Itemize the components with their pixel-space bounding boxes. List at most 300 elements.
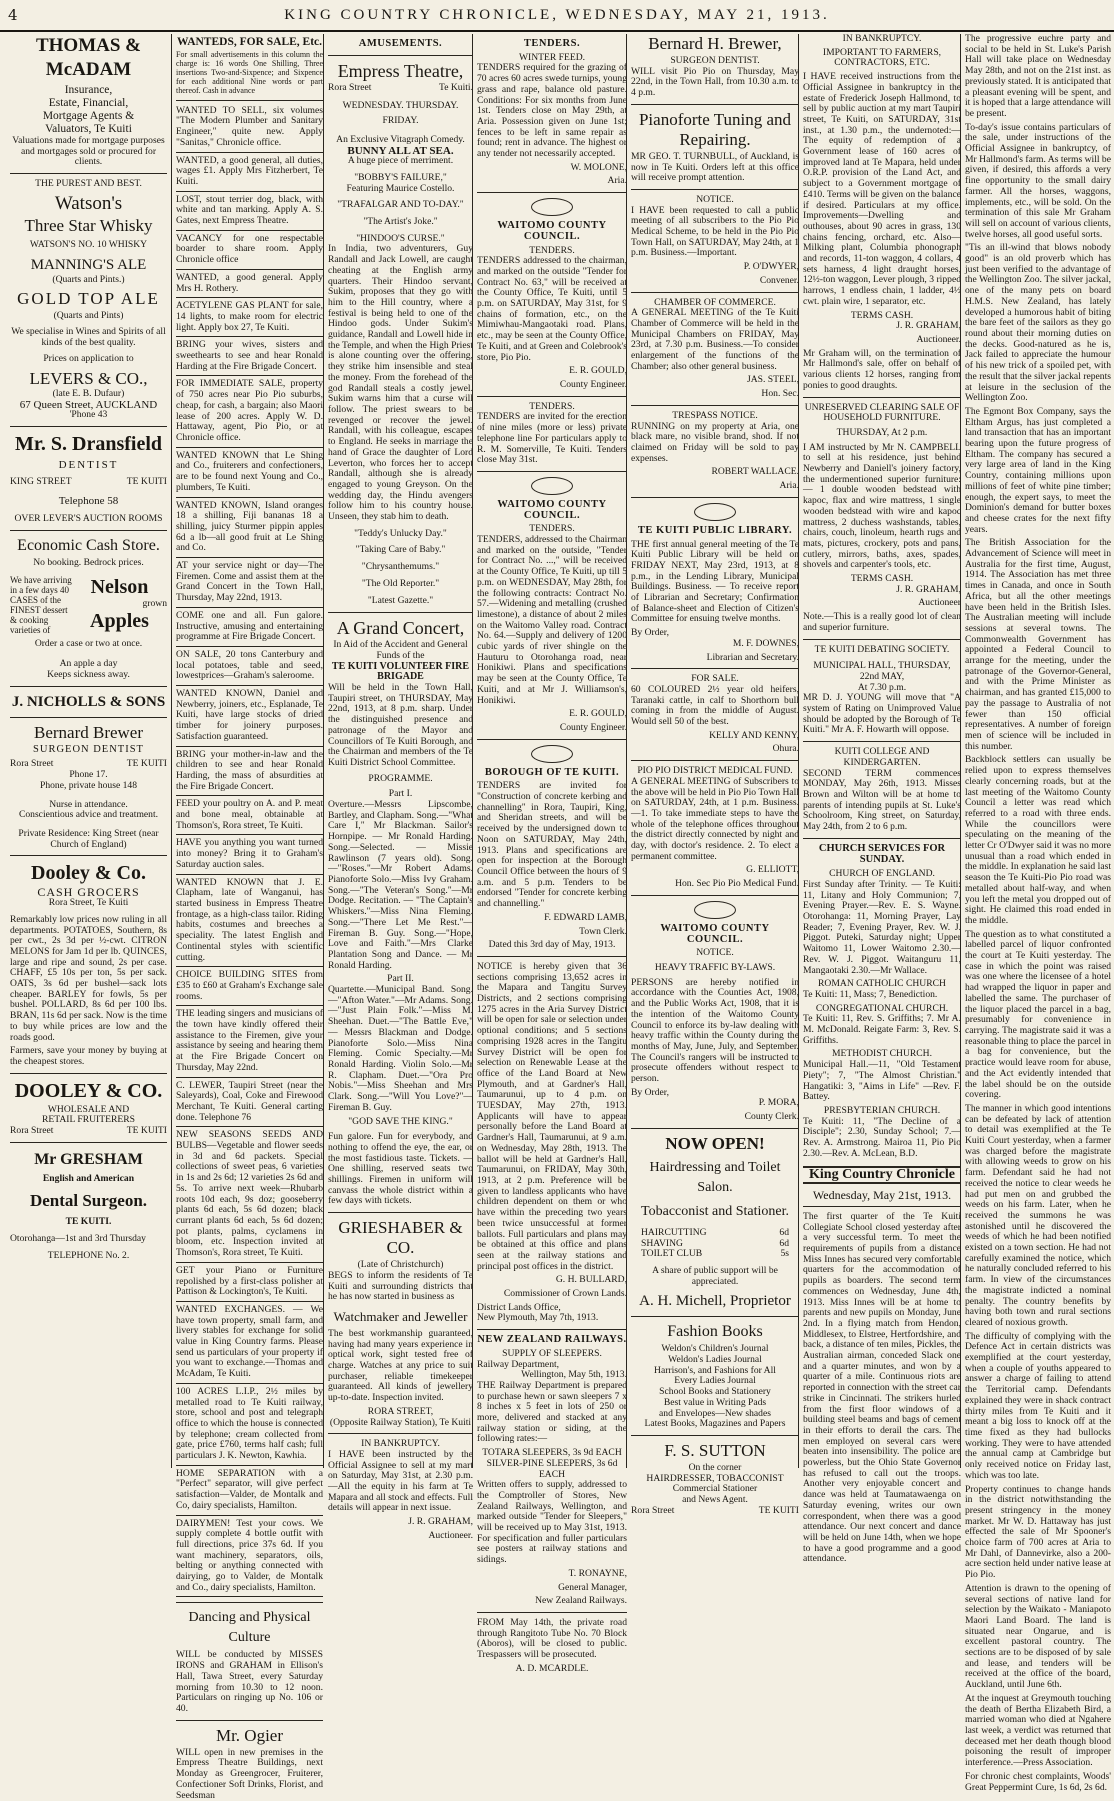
price-value: 5s xyxy=(780,1248,789,1260)
street-label: KING STREET xyxy=(10,475,72,487)
mora-sig: P. MORA, xyxy=(758,1097,799,1109)
over-levers: OVER LEVER'S AUCTION ROOMS xyxy=(14,513,163,525)
roman-catholic: ROMAN CATHOLIC CHURCH xyxy=(818,978,946,990)
fashion-item: Latest Books, Magazines and Papers xyxy=(644,1418,786,1430)
wallace-sig: ROBERT WALLACE. xyxy=(711,466,799,478)
price-row xyxy=(641,1249,789,1260)
thursday-2pm: THURSDAY, At 2 p.m. xyxy=(836,426,928,438)
aria-2: Aria. xyxy=(779,480,799,492)
library-text: THE first annual general meeting of the Te Kuiti Public Library will be held on FRIDAY NEXT, May 23rd, 1913, at 8 p.m., in the Lending Library, Municipal Buildings. Business. — To receive report of Librarian and Secretary; Confirmation of Balance-sheet and Election of Citizen's Committee for ensuing twelve months. xyxy=(631,538,799,625)
classified-ad: WANTED KNOWN, Daniel and Newberry, joiners, etc., Esplanade, Te Kuiti, have large stocks of dried timber for joinery purposes. Satisfaction guaranteed. xyxy=(176,688,323,742)
auctioneer-3: Auctioneer xyxy=(918,597,961,609)
town-label: TE KUITI xyxy=(758,1504,799,1516)
chamber-commerce: CHAMBER OF COMMERCE. xyxy=(654,296,776,308)
telephone-2: TELEPHONE No. 2. xyxy=(47,1249,130,1261)
fire-brigade: TE KUITI VOLUNTEER FIRE BRIGADE xyxy=(331,660,470,683)
by-order: By Order, xyxy=(631,627,669,639)
column-5 xyxy=(626,34,799,1516)
levers-phone: 'Phone 43 xyxy=(69,409,108,421)
classified-ad: LOST, stout terrier dog, black, with white and tan marking. Apply A. S. Gates, next Empress Theatre. xyxy=(176,193,323,227)
ohura: Ohura. xyxy=(772,743,799,755)
church-services: CHURCH SERVICES FOR SUNDAY. xyxy=(818,842,946,865)
nelson-apples-ad xyxy=(10,575,167,635)
methodist: METHODIST CHURCH. xyxy=(831,1048,933,1060)
classified-ad: HOME SEPARATION with a "Perfect" separator, will give perfect satisfaction—Valder, de Montalk and Co, dairy specialists, Hamilton. xyxy=(176,1467,323,1511)
news-hallmond: To-day's issue contains particulars of the sale, under instructions of the Official Assignee in bankruptcy, of Mr Hallmond's farm. As terms will be given, if desired, this affords a very fine opportunity to the small dairy farmer. All the horses, waggons, implements, etc., will be sold. On the termination of this sale Mr Graham will sell on account of various clients, twelve horses, all good useful sorts. xyxy=(965,121,1111,240)
debate-motion: MR D. J. YOUNG will move that "A system of Rating on Unimproved Value should be adopted by the Borough of Te Kuiti." Mr A. F. Howarth will oppose. xyxy=(803,692,961,736)
bullard-sig: G. H. BULLARD, xyxy=(555,1274,627,1286)
column-2 xyxy=(171,34,323,1801)
part-2: Part II. xyxy=(387,973,414,985)
column-6 xyxy=(798,33,961,1565)
classified-ad: ACETYLENE GAS PLANT for sale, 14 lights, to make room for electric light. Apply box 27, Te Kuiti. xyxy=(176,300,323,333)
aria-label: Aria. xyxy=(607,175,627,187)
furniture-note: Note.—This is a really good lot of clean and superior furniture. xyxy=(803,611,961,633)
classified-ad: WANTED KNOWN, Island oranges 18 a shilling, Fiji bananas 18 a shilling, juicy Sturmer pippin apples 6d a lb—all good fruit at Le Shing and Co. xyxy=(176,499,323,554)
watsons-no10: WATSON'S NO. 10 WHISKY xyxy=(29,238,148,250)
librarian: Librarian and Secretary. xyxy=(706,651,799,663)
at-730: At 7.30 p.m. xyxy=(857,681,907,693)
county-clerk: County Clerk. xyxy=(744,1111,799,1123)
service-line: Insurance, xyxy=(64,84,113,96)
hairdresser-tobacconist: HAIRDRESSER, TOBACCONIST xyxy=(646,1472,784,1484)
private-residence: Private Residence: King Street (near Church of England) xyxy=(18,827,159,850)
bankruptcy-text: I HAVE been instructed by the Official Assignee to sell at my mart on Saturday, May 31st, at 2.30 p.m.—All the equity in his farm at Te Mapara and all stock and effects. Full details will appear in next issue. xyxy=(328,1448,473,1514)
price-item: SHAVING xyxy=(641,1237,683,1249)
classified-ad: WANTED KNOWN that J. E. Clapham, late of Wanganui, has started business in Empress Theatre frontage, as a high-class tailor. Riding habits, costumes and breeches a speciality. The latest English and Continental styles with scientific cutting. xyxy=(176,876,323,963)
god-save-king: "GOD SAVE THE KING." xyxy=(348,1116,453,1128)
cong-services: Te Kuiti: 11, Rev. S. Griffiths; 7. Mr A. M. McDonald. Reigate Farm: 3, Rev. S. Griffiths. xyxy=(803,1013,961,1046)
phone-17: Phone 17. xyxy=(69,769,108,781)
rora-te-kuiti: Rora Street, Te Kuiti xyxy=(48,897,129,909)
tender-kerbing: TENDERS are invited for "Construction of concrete kerbing and channelling" in Rora, Taupiri, King, and Sheridan streets, and will be received by the undersigned down to Noon on SATURDAY, May 24th, 1913. Plans and specifications are open for inspection at the Borough Council Office between the hours of 9 a.m. and 5 p.m. Tenders to be endorsed "Tender for concrete kerbing and channelling." xyxy=(477,780,627,910)
debating-society: TE KUITI DEBATING SOCIETY. xyxy=(814,643,950,655)
downes-sig: M. F. DOWNES, xyxy=(732,637,799,649)
trespass-notice: TRESPASS NOTICE. xyxy=(672,409,758,421)
auctioneer-2: Auctioneer. xyxy=(916,333,961,345)
price-row xyxy=(641,1228,789,1239)
borough-emblem-icon xyxy=(531,745,573,763)
auctioneer-label: Auctioneer. xyxy=(428,1529,473,1541)
telephone-58: Telephone 58 xyxy=(58,494,119,507)
dated-may: Dated this 3rd day of May, 1913. xyxy=(488,939,616,951)
teddys-unlucky: "Teddy's Unlucky Day." xyxy=(354,527,447,539)
classified-ad: 100 ACRES L.I.P., 2½ miles by metalled road to Te Kuiti railway, store, school and post and telegraph office to which the house is connected by telephone; cream collected from gate, price £760, terms half cash; full particulars J. K. Newton, Kawhia. xyxy=(176,1385,323,1462)
dooley-co-2: DOOLEY & CO. xyxy=(14,1079,163,1102)
news-inquest: At the inquest at Greymouth touching the death of Bertha Elizabeth Bird, a married woman who died at Ngahere last week, a verdict was returned that deceased met her death though blood poisoning the result of improper interference.—Press Association. xyxy=(965,1692,1111,1769)
town-label: TE KUITI xyxy=(126,758,167,770)
dransfield-address xyxy=(10,477,167,488)
elliott-sig: G. ELLIOTT, xyxy=(746,864,799,876)
notice-2: NOTICE. xyxy=(696,947,734,959)
mannings-ale: MANNING'S ALE xyxy=(30,256,147,273)
municipal-hall: MUNICIPAL HALL, THURSDAY, 22nd MAY, xyxy=(813,660,951,682)
retail-fruiterers: RETAIL FRUITERERS xyxy=(42,1114,135,1126)
terms-cash-2: TERMS CASH. xyxy=(850,573,914,585)
hindoo-synopsis: In India, two adventurers, Guy Randall and Jack Lowell, are caught cheating at the English army quarters. Their Hindoo servant, Sukim, proposes that they go with him to the Hill country, where a festival is being held to one of the Hindoo gods. Under Sukim's guidance, Randall and Lowell hide in the Temple, and when the High Priest is alone counting over the offering, they strike him insensible and steal the money. From the forehead of the god Randall steals a costly jewel. Sukim warns him that a curse will follow. The priest swears to be revenged or recover the jewel. Randall, with his colleague, escapes to England. He seeks in marriage the hand of Grace the daughter of Lord Leverton, who forces her to accept Randall, although she is already engaged to young Greyson. On the wedding day, the Hindu avengers follow him to his country house. Unseen, they stab him to death. xyxy=(328,243,473,523)
library-emblem-icon xyxy=(694,503,736,521)
totara-rate: TOTARA SLEEPERS, 3s 9d EACH xyxy=(482,1447,622,1459)
apple-a-day: An apple a day xyxy=(59,658,118,670)
ogier-text: WILL open in new premises in the Empress Theatre Buildings, next Monday as Greengrocer, Fruiterer, Confectioner Soft Drinks, Florist, and Seedsman xyxy=(176,1746,323,1801)
town-label: Te Kuiti. xyxy=(439,81,473,93)
apples-word: Apples xyxy=(90,610,149,633)
elliott-title: Hon. Sec Pio Pio Medical Fund. xyxy=(675,878,799,890)
classified-ad: WANTED EXCHANGES. — We have town property, small farm, and livery stables for exchange for solid value in King Country farms. Please send us particulars of your property if you want to exchange.—Thomas and McAdam, Te Kuiti. xyxy=(176,1303,323,1380)
public-support: A share of public support will be appreciated. xyxy=(652,1264,778,1287)
county-engineer-2: County Engineer. xyxy=(559,721,627,733)
conscientious: Conscientious advice and treatment. xyxy=(18,809,159,821)
supply-sleepers: SUPPLY OF SLEEPERS. xyxy=(502,1347,602,1359)
economic-cash-store: Economic Cash Store. xyxy=(17,536,160,554)
new-plymouth-date: New Plymouth, May 7th, 1913. xyxy=(477,1312,599,1324)
levers-sub: (late E. B. Dufaur) xyxy=(52,388,125,400)
classified-ad: FOR IMMEDIATE SALE, property of 750 acres near Pio Pio suburbs, cheap, for cash, a bargain; also Maori lease of 200 acres. Apply W. D. Hattaway, agent, Pio Pio, or at Chronicle office. xyxy=(176,378,323,443)
news-road-three-ends: Backblock settlers can usually be relied upon to express themselves clearly concerning roads, but at the last meeting of the Waitomo County Council a letter was read which referred to a road with three ends. While the councillors were speculating on the meaning of the letter Cr O'Dwyer said it was no more unusual than a road which ended in the middle. In explanation he said last season the Te Kuiti-Pio Pio road was metalled about half-way, and when you left the metal you dropped out of sight. He claimed this road ended in the middle. xyxy=(965,754,1111,926)
news-jackal: "Tis an ill-wind that blows nobody good" is an old proverb which has just been verified to the advantage of the Wellington Zoo. The silver jackal, one of the many pets on board H.M.S. New Zealand, has lately developed a humorous habit of biting the bare feet of the sailors as they go round about their morning duties on the decks. Good-natured as he is, Jack failed to appreciate the humour of his new trick of a spoiled pet, with the result that the silver jackal repents at leisure in the seclusion of the Wellington Zoo. xyxy=(965,242,1111,404)
town-clerk: Town Clerk. xyxy=(579,925,627,937)
steel-sig: JAS. STEEL, xyxy=(747,374,799,386)
tenders-sub-3: TENDERS. xyxy=(529,523,575,535)
classified-ad: WANTED, a good general, all duties, wages £1. Apply Mrs Fitzherbert, Te Kuiti. xyxy=(176,154,323,187)
show-days: WEDNESDAY. THURSDAY. xyxy=(342,100,459,112)
news-native-land: Attention is drawn to the opening of several sections of native land for selection by the Waikato - Maniapoto Maori Land Board. The land is situated near Ongarue, and is excellent pastoral country. The sections are to be disposed of by sale and lease, and tenders will be received at the office of the board, Auckland, until June 6th. xyxy=(965,1582,1111,1691)
for-sale: FOR SALE. xyxy=(691,673,739,685)
mr-ogier: Mr. Ogier xyxy=(215,1725,284,1745)
notice-heading: NOTICE. xyxy=(696,193,734,205)
nicholls-sons: J. NICHOLLS & SONS xyxy=(11,693,166,710)
column-7 xyxy=(960,33,1112,1793)
unreserved-sale: UNRESERVED CLEARING SALE OF HOUSEHOLD FURNITURE. xyxy=(804,401,960,424)
gould-sig: E. R. GOULD, xyxy=(569,365,627,377)
commissioner: Commissioner of Crown Lands. xyxy=(503,1288,627,1300)
town-label: TE KUITI xyxy=(126,1125,167,1137)
county-emblem-icon xyxy=(694,901,736,919)
graham-signature: J. R. GRAHAM, xyxy=(408,1516,473,1528)
huge-merriment: A huge piece of merriment. xyxy=(347,155,454,167)
news-agent: and News Agent. xyxy=(682,1494,748,1506)
classified-ad: GET your Piano or Furniture repolished by a first-class polisher at Pattison & Lockington's, Te Kuiti. xyxy=(176,1264,323,1298)
gould-sig-2: E. R. GOULD, xyxy=(569,708,627,720)
news-defence-act: The difficulty of complying with the Defence Act in certain districts was exemplified at the court yesterday, when a couple of youths appeared to answer a charge of failing to attend the Territorial camp. Defendants explained they were in shack contract thirty miles from Te Kuiti and it meant a big loss to knock off at the time fixed as they had bullocks working. They were to have attended the annual camp at Cambridge but only received notice on Friday last, which was too late. xyxy=(965,1330,1111,1481)
fun-galore: Fun galore. Fun for everybody, and nothing to offend the eye, the ear, or the most fastidious taste. Tickets. — One shilling, reserved seats two shillings. Firemen in uniform will canvass the whole district within a few days with tickets. xyxy=(328,1131,473,1207)
ronayne-sig: T. RONAYNE, xyxy=(568,1567,627,1579)
latest-gazette: "Latest Gazette." xyxy=(367,594,434,606)
town-label: TE KUITI xyxy=(126,475,167,487)
traffic-text: PERSONS are hereby notified in accordance with the Counties Act, 1908, and the Public Works Act, 1908, that it is the intention of the Waitomo County Council to enforce its by-law dealing with heavy traffic within the County during the months of May, June, July, and September. The Council's rangers will be instructed to prosecute offenders without respect to person. xyxy=(631,976,799,1085)
thomas-mcadam-services xyxy=(10,84,167,136)
phone-148: Phone, private house 148 xyxy=(40,779,137,791)
church-of-england: CHURCH OF ENGLAND. xyxy=(829,868,935,880)
classified-ads xyxy=(176,106,323,1598)
tenders-heading: TENDERS. xyxy=(523,38,581,49)
late-christchurch: (Late of Christchurch) xyxy=(357,1259,444,1271)
artists-joke: "The Artist's Joke." xyxy=(363,216,438,228)
grieshaber-details: The best workmanship guaranteed, having had many years experience in optical work, sight tested free of charge. Watches at any price to suit purchaser, reliable timekeeper guaranteed. All kinds of jewellery up-to-date. Inspection invited. xyxy=(328,1327,473,1404)
news-labelled-parcel: The question as to what constituted a labelled parcel of liquor confronted the court at Te Kuiti yesterday. The case in which the point was raised was one where the licensee of a hotel had wrapped the liquor in paper and labelled the same. The purchaser of the liquor placed the parcel in a bag, presumably for convenience in carrying. The magistrate said it was a reasonable thing to place the parcel in a bag for convenience, but the practice would leave room for abuse, and the Act evidently intended that the label should be on the outside covering. xyxy=(965,928,1111,1101)
tobacconist-stationer: Tobacconist and Stationer. xyxy=(641,1203,789,1219)
concert-details: Will be held in the Town Hall, Taupiri street, on THURSDAY, May 22nd, 1913, at 8 p.m. sharp. Under the distinguished presence and patronage of the Mayor and Councillors of Te Kuiti Borough, and the Chairman and members of the Te Kuiti District School Committee. xyxy=(328,682,473,768)
goldtop-sub: (Quarts and Pints) xyxy=(53,310,124,322)
pres-services: Te Kuiti: 11, "The Decline of a Disciple"; 2.30, Sunday School; 7.— Rev. A. Armstrong. Mairoa 11, Pio Pio 2.30.—Rev. A. McLean, B.D. xyxy=(803,1115,961,1159)
street-label: Rora Street xyxy=(10,1125,54,1137)
dancing-heading: Dancing and Physical Culture xyxy=(188,1610,311,1646)
price-value: 6d xyxy=(779,1237,789,1249)
local-news: The first quarter of the Te Kuiti Collegiate School closed yesterday after a very successful term. To meet the requirements of pupils from a distance Miss Innes has secured very comfortable quarters for the accommodation of pupils as boarders. The second term commences on Wednesday, June 4th, 1913. Miss Innes will be at home to parents and new pupils on Monday, June 2nd. In a flying match from Hendon, Middlesex, to Elstree, Hertfordshire, and back, a distance of ten miles, Pickles, the Australian airman, conceded Slack one and a quarter minutes, and won by a quarter of a mile. Continuous riots are reported in connection with the street car strike in Cincinnati. The strikers hurled from the first floor windows of a building steel beams and bags of cement in their efforts to derail the cars. The men employed on several cars were beaten into insensibility. The police are powerless, but the Ohio State Governor has refused to call out the troops. Another very enjoyable concert and dance was held at Taumatawaenga on Saturday evening, writes our own correspondent, when there was a good attendance. Our next concert and dance will be held on June 14th, when we hope to have a good programme and a good attendance. xyxy=(803,1210,961,1565)
fashion-books: Fashion Books xyxy=(667,1323,763,1341)
purest-heading: THE PUREST AND BEST. xyxy=(35,178,142,190)
tenders-sub-2: TENDERS. xyxy=(529,400,575,412)
gresham-tekuiti: TE KUITI. xyxy=(65,1216,112,1228)
chronicle-nameplate: King Country Chronicle xyxy=(803,1166,961,1185)
waitomo-council-3: WAITOMO COUNTY COUNCIL. xyxy=(660,922,770,945)
vitagraph-comedy: An Exclusive Vitagraph Comedy. xyxy=(336,133,465,145)
dooley-address xyxy=(10,1126,167,1137)
dooley-co: Dooley & Co. xyxy=(31,862,146,885)
in-bankruptcy-2: IN BANKRUPTCY. xyxy=(842,33,922,44)
bunny-all-at-sea: BUNNY ALL AT SEA. xyxy=(347,144,454,157)
thomas-mcadam-name: THOMAS & McADAM xyxy=(35,35,142,80)
mcardle-sig: A. D. MCARDLE. xyxy=(515,1662,589,1674)
terms-cash: TERMS CASH. xyxy=(850,309,914,321)
heavy-traffic: HEAVY TRAFFIC BY-LAWS. xyxy=(654,962,776,973)
classified-ad: BRING your wives, sisters and sweethearts to see and hear Ronald Harding at the Fire Brigade Concert. xyxy=(176,339,323,372)
nz-railways-sig: New Zealand Railways. xyxy=(535,1595,627,1607)
classified-ad: VACANCY for one respectable boarder to share room. Apply Chronicle office xyxy=(176,232,323,266)
street-label: Rora Street xyxy=(631,1504,675,1516)
english-american: English and American xyxy=(42,1172,135,1184)
graham-sig-2: J. R. GRAHAM, xyxy=(896,583,961,595)
news-property: Property continues to change hands in the district notwithstanding the present stringency in the money market. Mr W. D. Hattaway has just effected the sale of Mr Spooner's choice farm of 700 acres at Aria to Mr Dahl, of Dannevirke, also a 200-acre section held under native lease at Pio Pio. xyxy=(965,1483,1111,1581)
nurse-attendance: Nurse in attendance. xyxy=(49,798,128,810)
land-notice: NOTICE is hereby given that 36 sections comprising 13,652 acres in the Mapara and Tangitu Survey Districts, and 2 sections comprising 1275 acres in the Aria Survey District will be open for sale or selection under optional conditions; and 5 sections comprising 1928 acres in the Tangitu Survey District will be open for selection on Renewable Lease at the office of the Land Board at New Plymouth, and at Gardner's Hall, Taumarunui, up to 4 p.m. on TUESDAY, May 27th, 1913. Applicants will have to appear personally before the Land Board at Gardner's Hall, Taumarunui, at 9 a.m. on Wednesday, May 28th, 1913. The ballot will be held at Gardner's Hall, Taumarunui, on FRIDAY, May 30th, 1913, at 2 p.m. Preference will be given to landless applicants who have children dependent on them or who have within the preceding two years been twice unsuccessful at former ballots. Full particulars and plans may be obtained at this office and plans seen at the railway stations and principal post offices in the district. xyxy=(477,960,627,1272)
empress-address xyxy=(328,83,473,94)
trespass-text: RUNNING on my property at Aria, one black mare, no visible brand, shod. If not claimed on Friday will be sold to pay expenses. xyxy=(631,420,799,464)
fashion-item: School Books and Stationery xyxy=(659,1386,771,1398)
rc-services: Te Kuiti: 11, Mass; 7, Benediction. xyxy=(803,988,938,1000)
classified-ad: NEW SEASONS SEEDS AND BULBS—Vegetable and flower seeds in 3d and 6d packets. Special collections of sweet peas, 6 varieties in 1s and 2s 6d; 12 varieties 2s 6d and 5s. To arrive next week—Rhubarb roots 10d each, 9s doz; gooseberry plants 6d each, 5s 6d dozen; black currant plants 6d each, 5s 6d dozen; pot plants, palms, cyclamens in bloom, etc. Inspection invited at Thomson's, Rora street, Te Kuiti. xyxy=(176,1129,323,1259)
fashion-item: and Envelopes—New shades xyxy=(659,1407,771,1419)
column-1 xyxy=(10,34,167,1468)
fashion-item: Weldon's Children's Journal xyxy=(661,1343,769,1355)
dransfield-name: Mr. S. Dransfield xyxy=(14,433,163,456)
public-library: TE KUITI PUBLIC LIBRARY. xyxy=(637,524,793,536)
tenders-sub: TENDERS. xyxy=(529,244,575,256)
hon-sec: Hon. Sec. xyxy=(761,388,799,400)
classified-ad: AT your service night or day—The Firemen. Come and assist them at the Grand Concert in the Town Hall, Thursday, May 22nd, 1913. xyxy=(176,560,323,604)
dancing-text: WILL be conducted by MISSES IRONS and GRAHAM in Ellison's Hall, Tawa Street, every Saturday morning from 10.30 to 12 noon. Particulars on ringing up No. 106 or 40. xyxy=(176,1649,323,1714)
county-emblem-icon xyxy=(531,477,573,495)
college-term: SECOND TERM commences MONDAY, May 26th, 1913. Misses Brown and Wilton will be at home to parents of intending pupils at St. Luke's Schoolroom, King street, on Saturday, May 24th, from 2 to 6 p.m. xyxy=(803,767,961,833)
surgeon-dentist-2: SURGEON DENTIST. xyxy=(670,55,760,66)
classified-ad: DAIRYMEN! Test your cows. We supply complete 4 bottle outfit with full directions, price 37s 6d. If you want machinery, separators, oils, belting or anything connected with dairying, go to Valder, de Montalk and Co., dairy specialists, Hamilton. xyxy=(176,1517,323,1593)
sleepers-offers: Written offers to supply, addressed to the Comptroller of Stores, New Zealand Railways, Wellington, and marked outside "Tender for Sleepers," will be received up to May 31st, 1913. For specification and fuller particulars see posters at railway stations and sidings. xyxy=(477,1479,627,1566)
grocers-prices: Remarkably low prices now ruling in all departments. POTATOES, Southern, 8s per cwt., 2s 3d per ½-cwt. CITRON MELONS for Jam 1d per lb. QUINCES, large and ripe and sound, 2s per case. CHAFF, £5 10s per ton, 5s per sack. OATS, 3s 6d per bushel—sack lots cheaper. BARLEY for fowls, 5s per bushel. POLLARD, 8s 6d per 100 lbs. BRAN, 11s 6d per sack. Now is the time to buy while prices are low and the roads good. xyxy=(10,913,167,1043)
page-number: 4 xyxy=(8,6,18,24)
classified-ad: ON SALE, 20 tons Canterbury and local potatoes, table and seed, lowestprices—Graham's saleroome. xyxy=(176,648,323,682)
congregational: CONGREGATIONAL CHURCH. xyxy=(815,1002,949,1014)
pine-rate: SILVER-PINE SLEEPERS, 3s 6d EACH xyxy=(486,1457,618,1480)
three-star-whisky: Three Star Whisky xyxy=(24,215,153,235)
convener: Convener. xyxy=(759,274,799,286)
commercial-stationer: Commercial Stationer xyxy=(672,1483,758,1495)
kuiti-college: KUITI COLLEGE AND KINDERGARTEN. xyxy=(834,746,930,768)
levers-name: LEVERS & CO., xyxy=(29,369,148,389)
wellington-date: Wellington, May 5th, 1913. xyxy=(521,1369,627,1381)
medical-fund-text: A GENERAL MEETING of Subscribers to the above will be held in Pio Pio Town Hall on SATURDAY, 24th, at 1 p.m. Business.—1. To take immediate steps to have the whole of the telephone offices throughout the district directly connected by night and day, with doctor's residence. 2. To elect a permanent committee. xyxy=(631,775,799,862)
grand-concert: A Grand Concert, xyxy=(336,618,465,639)
medical-scheme: I HAVE been requested to call a public meeting of all subscribers to the Pio Pio Medical Scheme, to be held in the Pio Pio Town Hall, on SATURDAY, May 24th, at 1 p.m. Business.—Important. xyxy=(631,204,799,259)
watsons-heading: Watson's xyxy=(54,192,123,214)
bernard-h-brewer: Bernard H. Brewer, xyxy=(648,34,782,53)
concert-aid: In Aid of the Accident and General Funds of the xyxy=(333,639,468,661)
rates-note: For small advertisements in this column the charge is: 16 words One Shilling, Three insertions Two-and-Sixpence; and Sixpence for each additional Nine words or part thereof. Cash in advance xyxy=(176,49,323,95)
kelly-kenny: KELLY AND KENNY, xyxy=(709,729,799,741)
masthead xyxy=(0,0,1114,32)
prices-text: Prices on application to xyxy=(43,353,134,365)
classified-ad: WANTED, a good general. Apply Mrs H. Rothery. xyxy=(176,271,323,294)
cash-grocers: CASH GROCERS xyxy=(37,885,140,900)
winter-feed: WINTER FEED. xyxy=(518,51,586,63)
classified-ad: WANTED KNOWN that Le Shing and Co., fruiterers and confectioners, are to be found next Young and Co., plumbers, Te Kuiti. xyxy=(176,449,323,493)
street-label: Rora Street xyxy=(10,758,54,770)
street-label: Rora Street xyxy=(328,81,372,93)
michell-proprietor: A. H. Michell, Proprietor xyxy=(639,1293,791,1310)
dentist-label: DENTIST xyxy=(58,459,119,472)
tender-contracts: TENDERS, addressed to the Chairman and marked on the outside, "Tender for Contract No. ...," will be received at the County Office, Te Kuiti, up till 5 p.m. on WEDNESDAY, May 28th, for the following contracts: Contract No. 57.—Widening and metalling (crushed limestone), a distance of about 2 miles on the Waitomo Valley road. Contract No. 64.—Supply and delivery of 1200 cubic yards of river shingle on the Hauturu to Otorohanga road, near Honikiwi. Plans and specifications may be seen at the County Office, Te Kuiti, and at Mr J. Williamson's, Honikiwi. xyxy=(477,534,628,706)
gold-top-ale: GOLD TOP ALE xyxy=(17,289,160,309)
programme-heading: PROGRAMME. xyxy=(368,772,433,784)
classified-ad: WANTED TO SELL, six volumes "The Modern Plumber and Sanitary Engineer," quite new. Apply "Sanitas," Chronicle office. xyxy=(176,104,323,148)
lands-office: District Lands Office, xyxy=(477,1301,561,1313)
nelson-word: Nelson xyxy=(90,575,149,598)
borough-heading: BOROUGH OF TE KUITI. xyxy=(484,766,620,778)
watchmaker-jeweller: Watchmaker and Jeweller xyxy=(333,1308,468,1324)
keeps-sickness: Keeps sickness away. xyxy=(47,669,130,681)
levers-address: 67 Queen Street, AUCKLAND xyxy=(19,398,158,411)
hallmond-sale: I HAVE received instructions from the Official Assignee in bankruptcy in the estate of Frederick Joseph Hallmond, to sell by public auction at my mart Taupiri street, Te Kuiti, on SATURDAY, 31st inst., at 1.30 p.m., the undernoted:— The equity of redemption of a Government lease of 160 acres of improved land at Te Mapara, held under O.R.P. provision of the Land Act, and subject to a Government mortgage of £410. Terms will be given on the balance if desired. Particulars at my office. Improvements—Dwelling and outhouses, about 90 acres in grass, 130 chains fencing, orchard, etc. Also—Milking plant, Columbia phonograph and records, 11-ton waggon, 4 collars, 4 sets harness, 4 light draught horses, 12½-ton waggon, Lever plough, 3 ripped harrows, 1 endless chain, 1 ladder, 4½ cwt. plain wire, 1 separator, etc. xyxy=(803,71,961,307)
furniture-list: I AM instructed by Mr N. CAMPBELL to sell at his residence, just behind Newberry and Daniell's joinery factory, the undermentioned superior furniture:— 1 double wooden bedstead with kapoc, flax and wire mattress, 1 single wooden bedstead with wire and kapoc mattress, 2 duchess washstands, tables, chairs, couch, linoleum, hearth rugs and mats, pictures, crockery, pots and pans, cutlery, mirrors, baths, axes, spades, shovels and carpenter's tools, etc. xyxy=(803,441,961,571)
coe-services: First Sunday after Trinity. — Te Kuiti: 11, Litany and Holy Communion; 7, Evening Prayer.—Rev. E. S. Wayne. Otorohanga: 11, Morning Prayer, Lay Reader; 7, Evening Prayer, Rev. W. J. Piggot. Puteki, Saturday night; Upper Waitomo 11, Lower Waitomo 2.30.—Rev. W. J. Piggot. Waitanguru 11, Mangaotaki 2.30.—Mr Wallace. xyxy=(803,878,961,976)
amusements-heading: AMUSEMENTS. xyxy=(358,38,443,49)
trafalgar: "TRAFALGAR AND TO-DAY." xyxy=(337,199,464,211)
grieshaber-intro: BEGS to inform the residents of Te Kuiti and surrounding districts that he has now started in business as xyxy=(328,1269,473,1303)
tender-contract-63: TENDERS addressed to the chairman, and marked on the outside "Tender for Contract No. 63," will be received at the County Office, Te Kuiti, until 5 p.m. on SATURDAY, May 31st, for 9 chains of formation, etc., on the Mimiwhau-Mangaotaki road. Plans, etc., may be seen at the County Office, Te Kuiti, and at Green and Colebrook's store, Pio Pio. xyxy=(477,255,627,363)
chamber-text: A GENERAL MEETING of the Te Kuiti Chamber of Commerce will be held in the Municipal Chambers on FRIDAY, May 23rd, at 7.30 p.m. Business.—To consider enlargement of the functions of the Chamber; also other general business. xyxy=(631,307,799,372)
pianoforte-tuning: Pianoforte Tuning and Repairing. xyxy=(638,109,792,149)
county-engineer: County Engineer. xyxy=(559,378,627,390)
nz-railways: NEW ZEALAND RAILWAYS. xyxy=(477,1334,627,1346)
price-value: 6d xyxy=(779,1226,789,1238)
news-british-assoc: The British Association for the Advancement of Science will meet in Australia for the first time, August, 1914. The Association has met three times in Canada, and once in South Africa, but all the other meetings have been held in the British Isles. The Australian meeting will include sessions at several towns. The Commonwealth Government has appointed a Federal Council to arrange for the meeting, under the patronage of the Governor-General, and with the Prime Minister as chairman, and has granted £15,000 to pay the passage to Australia of not fewer than 150 official representatives. A number of foreign men of science will be included in this number. xyxy=(965,537,1111,752)
tender-telephone: TENDERS are invited for the erection of nine miles (more or less) private telephone line For particulars apply to R. M. Somerville, Te Kuiti. Tenders close May 31st. xyxy=(477,411,627,466)
tender-grazing: TENDERS required for the grazing of 70 acres 60 acres swede turnips, young grass and rape, balance old pasture. Conditions: For six months from June 1st. Tenders close on May 29th, at Aria. Possession given on June 1st; fences to be left in same repair as found; rent in advance. The highest or any tender not necessarily accepted. xyxy=(477,62,627,160)
molone-sig: W. MOLONE, xyxy=(570,161,627,173)
no-booking: No booking. Bedrock prices. xyxy=(33,556,144,568)
fs-sutton: F. S. SUTTON xyxy=(664,1440,766,1460)
taking-care-baby: "Taking Care of Baby." xyxy=(355,544,446,556)
odwyer-sig: P. O'DWYER, xyxy=(743,261,799,273)
hindoos-curse: "HINDOO'S CURSE." xyxy=(356,232,445,244)
part-1-items: Overture.—Messrs Lipscombe, Bartley, and Clapham. Song.—"What Care I," Mr Blackman. Sailor's Hornpipe. — Mr Ronald Harding. Song.—Selected. — Missie Rawlinson (7 years old). Song.—"Roses."—Mr Robert Adams. Pianoforte Solo.—Miss Ivy Graham. Song.—"The Veteran's Song."—Mr Dodge. Recitation. — "The Captain's Whiskers."—Miss Nina Fleming. Song.—"There Let Me Rest."—Fireman B. Guy. Song.—"Hope, Love and Faith."—Mrs Clarke Plantation Song and Dance. — Mr Ronald Harding. xyxy=(328,799,473,971)
classified-ad: FEED your poultry on A. and P. meat and bone meal, obtainable at Thomson's, Rora street, Te Kuiti. xyxy=(176,798,323,831)
price-item: HAIRCUTTING xyxy=(641,1226,707,1238)
graham-sig: J. R. GRAHAM, xyxy=(896,320,961,332)
otorohanga-days: Otorohanga—1st and 3rd Thursday xyxy=(10,1233,146,1245)
part-2-items: Quartette.—Municipal Band. Song.—"Afton Water."—Mr Adams. Song.—"Just Plain Folk."—Miss M. Sheehan. Duet.—"The Battle Eve," — Messrs Blackman and Dodge. Pianoforte Solo.—Miss Nina Fleming. Comic Specialty.—Mr Ronald Harding. Violin Solo.—Mr R. Clapham. Duet.—"Ora Pro Nobis."—Miss Sheehan and Mrs Clark. Song.—"Will You Love?"—Fireman B. Guy. xyxy=(328,984,473,1113)
mannings-sub: (Quarts and Pints.) xyxy=(52,273,125,285)
valuations-note: Valuations made for mortgage purposes and mortgages sold or procured for clients. xyxy=(12,135,165,168)
classified-ad: COME one and all. Fun galore. Instructive, amusing and entertaining programme at Fire Brigade Concert. xyxy=(176,609,323,643)
grieshaber: GRIESHABER & CO. xyxy=(338,1218,463,1258)
fashion-list xyxy=(631,1344,799,1430)
woods-cure-ad: For chronic chest complaints, Woods' Great Peppermint Cure, 1s 6d, 2s 6d. xyxy=(965,1770,1111,1793)
news-weeds: The manner in which good intentions can be defeated by lack of attention to detail was exemplified at the Te Kuiti Court yesterday, when a farmer was charged before the magistrate with allowing weeds to grow on his farm. Defendant said he had not received the notice to clear weeds he had put men on and grubbed the weeds on his farm. Later, when he received the summons he was astonished until he discovered the weeds of which he had been notified existed on a town section. He had not carefully examined the notice, which he naturally concluded referred to his farm. In view of the circumstances the magistrate indicted a nominal penalty. The country benefits by having both town and rural sections cleared of noxious growth. xyxy=(965,1102,1111,1328)
classified-ad: C. LEWER, Taupiri Street (near the Saleyards), Coal, Coke and Firewood Merchant, Te Kuiti. General carting done. Telephone 76 xyxy=(176,1079,323,1123)
news-egmont: The Egmont Box Company, says the Eltham Argus, has just completed a land transaction that has an important bearing upon the future progress of Eltham. The company has secured a very large area of land in the King Country, containing millions upon millions of feet of white pine timber; enough, the expert says, to meet the Dominion's demand for butter boxes and cheese crates for the next fifty years. xyxy=(965,405,1111,535)
nelson-left-text: We have arriving in a few days 40 CASES of the FINEST dessert & cooking varieties of xyxy=(10,574,72,635)
column-3 xyxy=(323,34,473,1541)
fashion-item: Every Ladies Journal xyxy=(674,1375,756,1387)
medical-fund: PIO PIO DISTRICT MEDICAL FUND. xyxy=(637,765,793,777)
general-manager: General Manager, xyxy=(558,1581,627,1593)
meth-services: Municipal Hall.—11, "Old Testament Piety"; 7, "The Almost Christian." Hangatiki: 3, "Aims in Life" —Rev. F. Battey. xyxy=(803,1059,961,1103)
order-case: Order a case or two at once. xyxy=(34,637,143,649)
rora-street-caps: RORA STREET, xyxy=(367,1405,434,1417)
waitomo-council-2: WAITOMO COUNTY COUNCIL. xyxy=(497,498,607,521)
farmers-save: Farmers, save your money by buying at the cheapest stores. xyxy=(10,1045,167,1067)
wines-spirits-text: We specialise in Wines and Spirits of all kinds of the best quality. xyxy=(11,325,166,348)
wholesale: WHOLESALE AND xyxy=(47,1103,130,1115)
bobbys-failure: "BOBBY'S FAILURE," xyxy=(354,171,447,183)
classified-ad: HAVE you anything you want turned into money? Bring it to Graham's Saturday auction sales. xyxy=(176,837,323,870)
in-bankruptcy: IN BANKRUPTCY. xyxy=(361,1438,440,1450)
now-open: NOW OPEN! xyxy=(665,1133,765,1153)
old-reporter: "The Old Reporter." xyxy=(361,577,440,589)
sleepers-text: THE Railway Department is prepared to purchase hewn or sawn sleepers 7 x 8 inches x 5 feet in lots of 250 or more, delivered and stacked at any railway station or siding, at the following rates:— xyxy=(477,1379,627,1445)
county-emblem-icon xyxy=(531,198,573,216)
newspaper-title: KING COUNTRY CHRONICLE, WEDNESDAY, MAY 21, 1913. xyxy=(284,7,830,23)
news-euchre: The progressive euchre party and social to be held in St. Luke's Parish Hall will take place on Wednesday May 28th, and not on the 21st inst. as previously stated. It is anticipated that a pleasant evening will be spent, and it is hoped that a large attendance will be present. xyxy=(965,33,1112,119)
fashion-item: Weldon's Ladies Journal xyxy=(668,1354,762,1366)
price-item: TOILET CLUB xyxy=(641,1248,703,1260)
hairdressing-salon: Hairdressing and Toilet Salon. xyxy=(649,1159,781,1195)
column-4 xyxy=(472,34,628,1674)
wanteds-heading: WANTEDS, FOR SALE, Etc. xyxy=(176,36,323,48)
classified-ad: THE leading singers and musicians of the town have kindly offered their assistance to the Firemen, give your assistance by seeing and hearing them at the Fire Brigade Concert on Thursday, May 22nd. xyxy=(176,1008,323,1073)
dental-surgeon: Dental Surgeon. xyxy=(29,1191,148,1211)
opposite-station: (Opposite Railway Station), Te Kuiti xyxy=(329,1416,472,1428)
part-1: Part I. xyxy=(388,788,413,800)
important-farmers: IMPORTANT TO FARMERS, CONTRACTORS, ETC. xyxy=(822,46,942,69)
brewer-visit: WILL visit Pio Pio on Thursday, May 22nd, in the Town Hall, from 10.30 a.m. to 4 p.m. xyxy=(631,65,799,99)
empress-theatre: Empress Theatre, xyxy=(337,60,464,81)
classified-ad: BRING your mother-in-law and the children to see and hear Ronald Harding, the mass of absurdities at the Fire Brigade Concert. xyxy=(176,748,323,792)
road-closure: FROM May 14th, the private road through Rangitoto Tube No. 70 Block (Aboros), will be closed to public. Trespassers will be prosecuted. xyxy=(477,1617,627,1661)
costello: Featuring Maurice Costello. xyxy=(346,182,455,194)
grown-word: grown xyxy=(142,597,167,609)
chrysanthemums: "Chrysanthemums." xyxy=(361,561,440,573)
service-line: Valuators, Te Kuiti xyxy=(45,123,132,135)
sutton-address xyxy=(631,1506,799,1517)
price-list xyxy=(641,1228,789,1260)
on-the-corner: On the corner xyxy=(688,1461,742,1473)
railway-dept: Railway Department, xyxy=(477,1358,560,1370)
show-friday: FRIDAY. xyxy=(382,115,419,127)
by-order-2: By Order, xyxy=(631,1086,669,1098)
chronicle-date: Wednesday, May 21st, 1913. xyxy=(812,1188,952,1203)
lamb-sig: F. EDWARD LAMB, xyxy=(544,911,627,923)
